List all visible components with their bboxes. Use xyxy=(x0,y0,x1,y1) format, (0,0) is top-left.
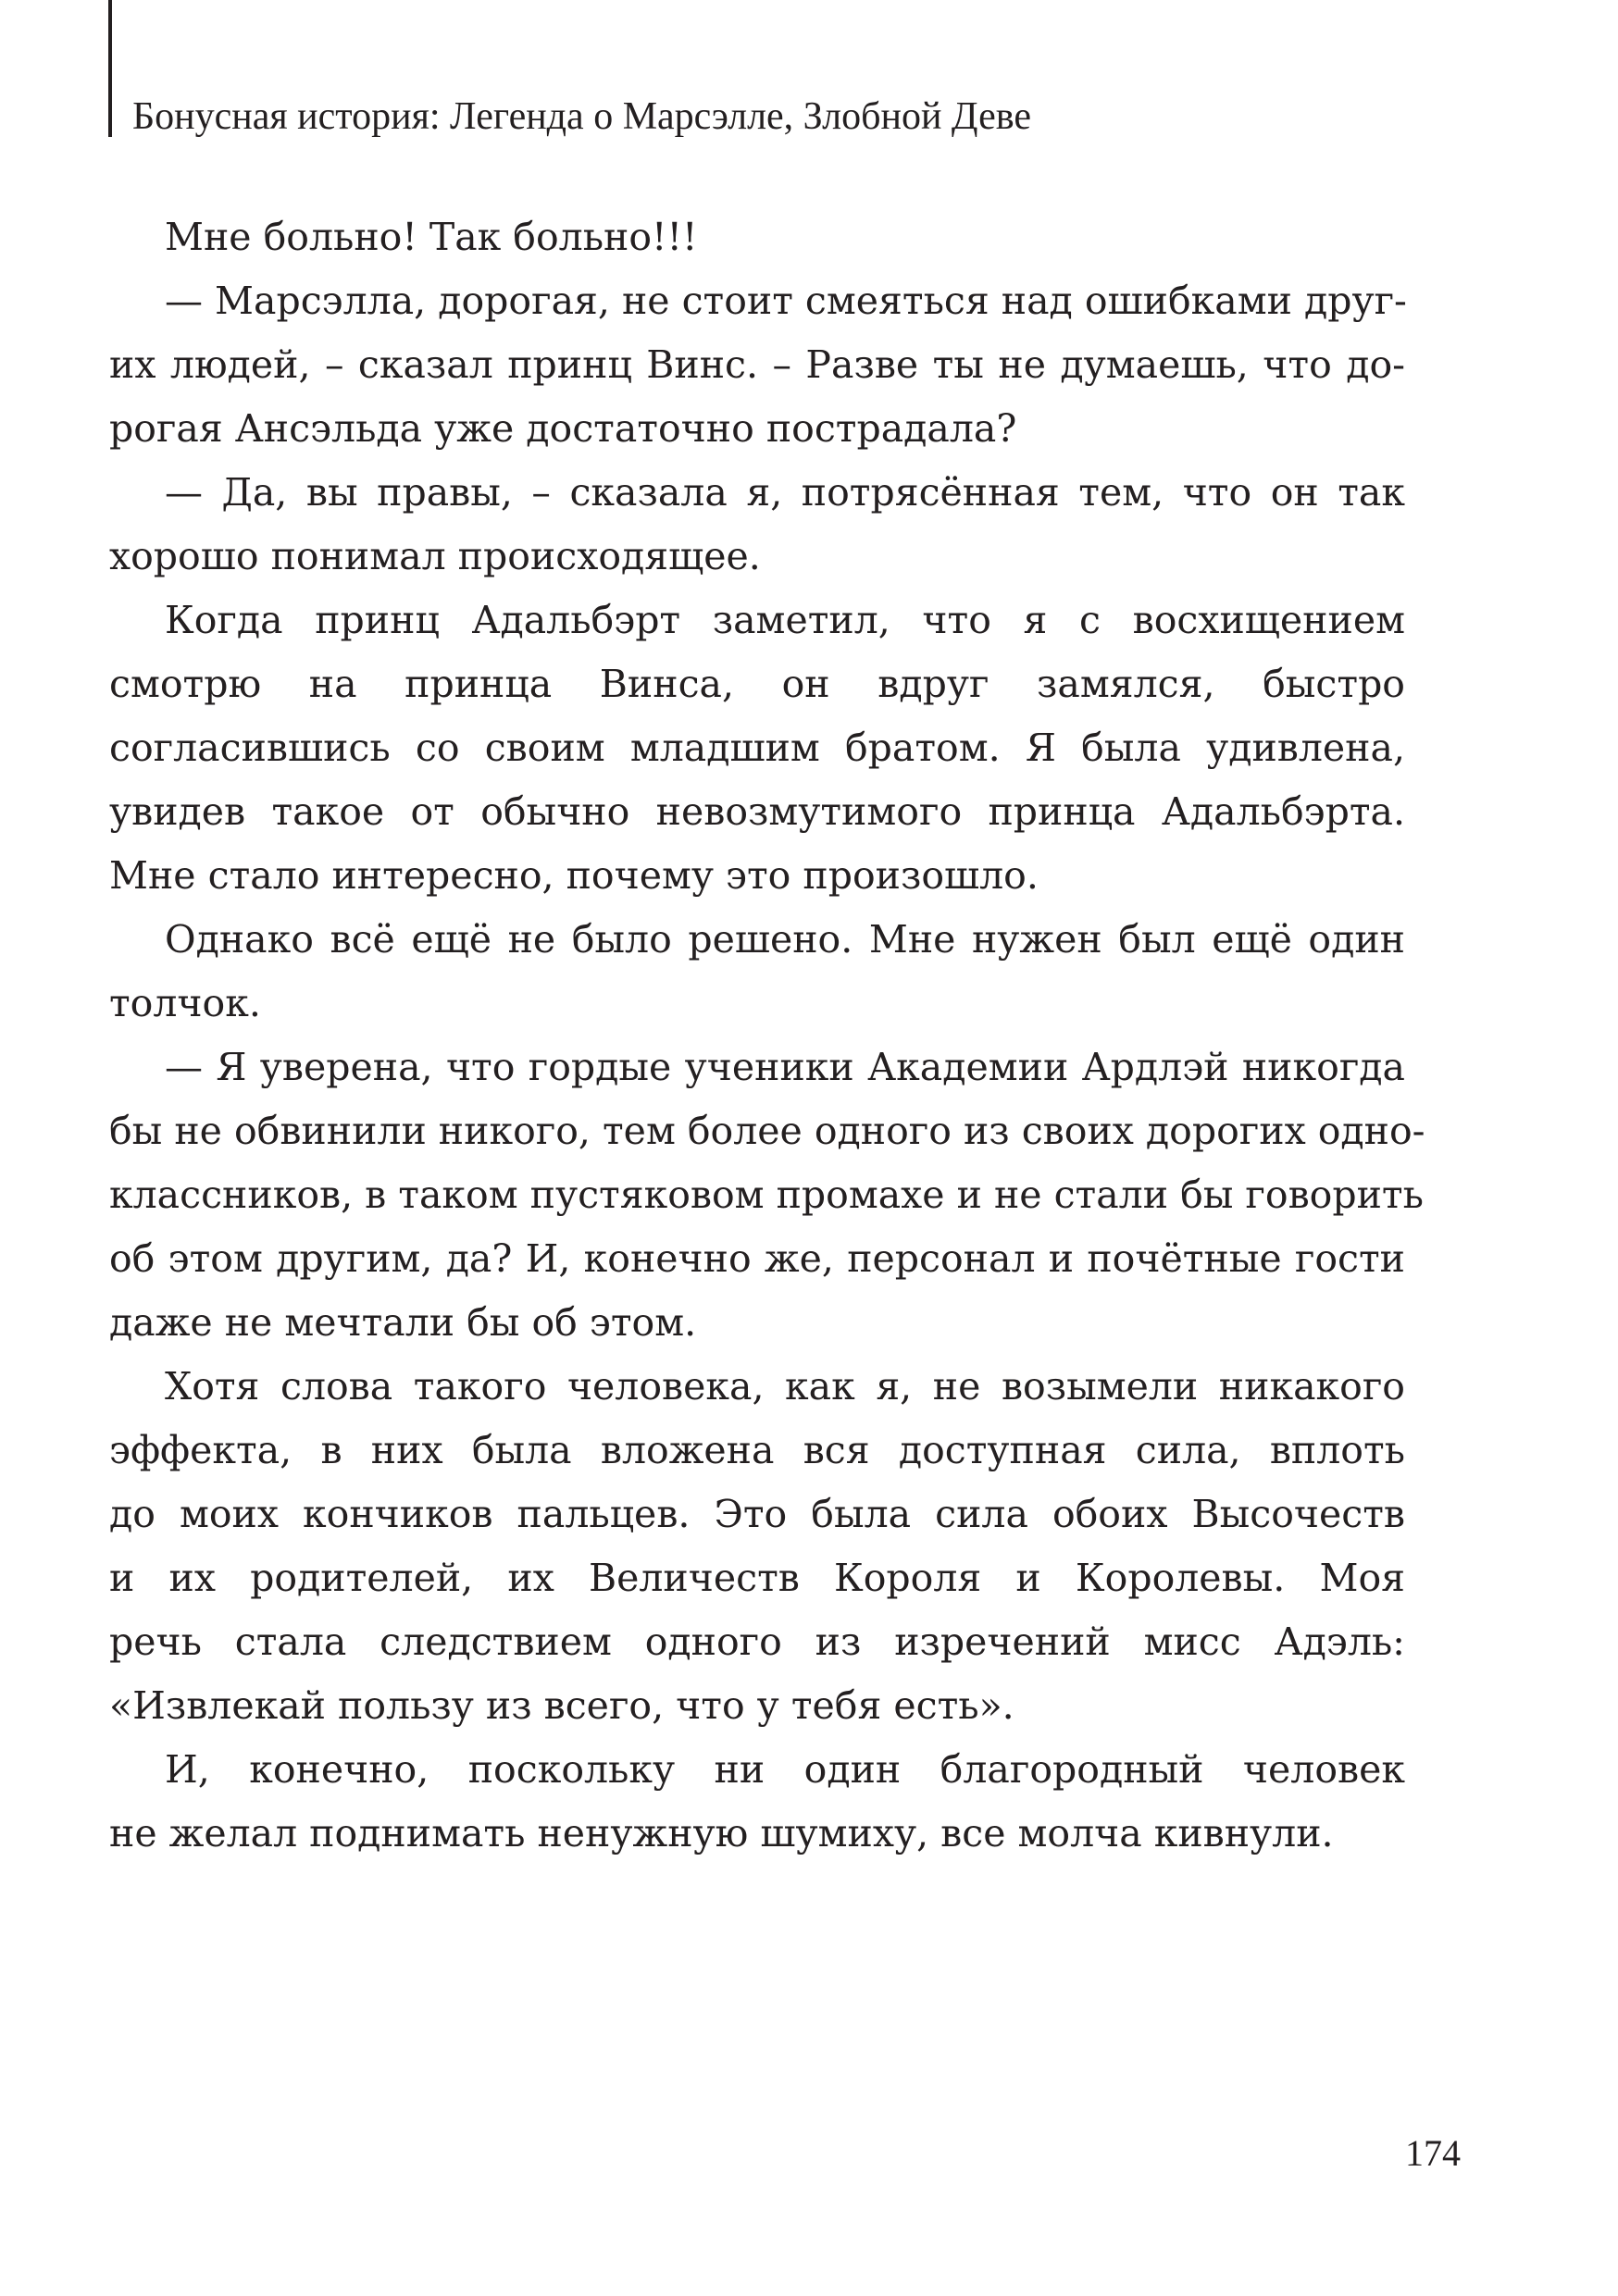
body-text xyxy=(109,205,1425,1866)
page-number: 174 xyxy=(1405,2132,1461,2174)
text-line: классников, в таком пустяковом промахе и не стали бы говорить xyxy=(109,1173,1424,1217)
text-line: даже не мечтали бы об этом. xyxy=(109,1300,697,1345)
text-line: увидев такое от обычно невозмутимого принца Адальбэрта. xyxy=(109,789,1405,834)
text-line: об этом другим, да? И, конечно же, персонал и почётные гости xyxy=(109,1236,1405,1281)
text-line: и их родителей, их Величеств Короля и Королевы. Моя xyxy=(109,1556,1405,1600)
text-line: Мне больно! Так больно!!! xyxy=(165,215,698,259)
text-line: — Я уверена, что гордые ученики Академии Ардлэй никогда xyxy=(165,1045,1405,1089)
text-line: бы не обвинили никого, тем более одного из своих дорогих одно- xyxy=(109,1109,1425,1153)
text-line: согласившись со своим младшим братом. Я была удивлена, xyxy=(109,726,1405,770)
text-line: — Да, вы правы, – сказала я, потрясённая тем, что он так xyxy=(165,470,1405,515)
text-line: Мне стало интересно, почему это произошло. xyxy=(109,853,1039,898)
text-line: эффекта, в них была вложена вся доступная сила, вплоть xyxy=(109,1428,1405,1472)
text-line: рогая Ансэльда уже достаточно пострадала? xyxy=(109,406,1017,451)
text-line: Однако всё ещё не было решено. Мне нужен был ещё один xyxy=(165,917,1405,962)
text-line: — Марсэлла, дорогая, не стоит смеяться над ошибками друг- xyxy=(165,279,1407,323)
text-line: И, конечно, поскольку ни один благородный человек xyxy=(165,1747,1405,1792)
running-header: Бонусная история: Легенда о Марсэлле, Злобной Деве xyxy=(132,95,1031,138)
text-line: до моих кончиков пальцев. Это была сила обоих Высочеств xyxy=(109,1492,1405,1536)
text-line: толчок. xyxy=(109,981,261,1025)
text-line: их людей, – сказал принц Винс. – Разве ты не думаешь, что до- xyxy=(109,342,1405,387)
text-line: «Извлекай пользу из всего, что у тебя есть». xyxy=(109,1683,1014,1728)
header-rule xyxy=(108,0,112,137)
text-line: не желал поднимать ненужную шумиху, все молча кивнули. xyxy=(109,1811,1334,1855)
text-line: речь стала следствием одного из изречений мисс Адэль: xyxy=(109,1620,1405,1664)
text-line: хорошо понимал происходящее. xyxy=(109,534,761,578)
text-line: смотрю на принца Винса, он вдруг замялся, быстро xyxy=(109,662,1405,706)
text-line: Хотя слова такого человека, как я, не возымели никакого xyxy=(165,1364,1405,1409)
text-line: Когда принц Адальбэрт заметил, что я с восхищением xyxy=(165,598,1405,642)
